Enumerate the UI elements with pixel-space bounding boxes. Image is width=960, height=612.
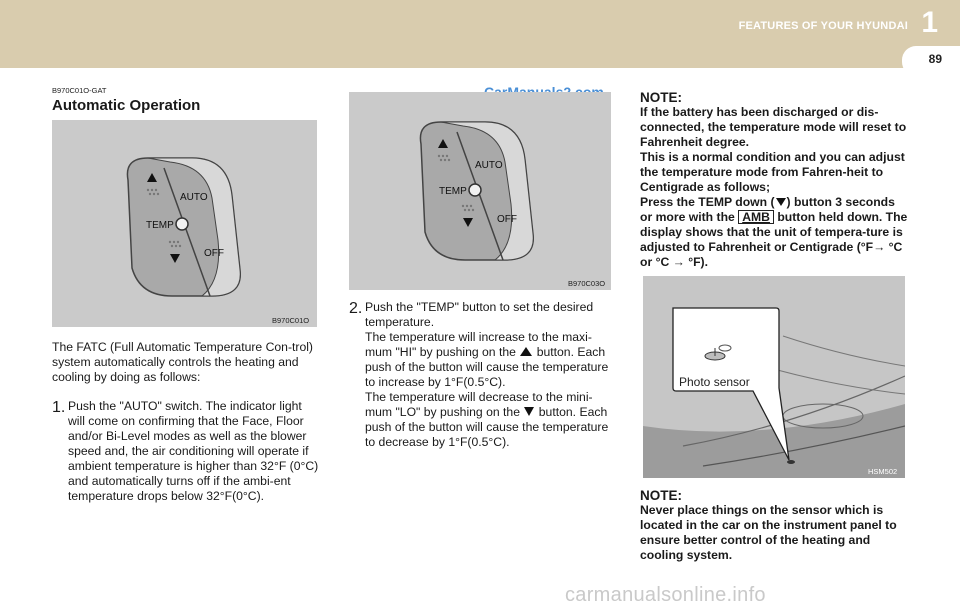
list-text-b2: button. Each push of the button will cause the temperature to increase by 1°F(0.5°C). [365, 345, 609, 389]
list-text-c2: button. Each push of the button will cause the temperature to decrease by 1°F(0.5°C). [365, 405, 609, 449]
left-text [52, 340, 320, 504]
fig-label-temp: TEMP [439, 186, 467, 197]
note-text-c1: Press the TEMP down ( [640, 195, 775, 209]
photo-sensor-label: Photo sensor [679, 375, 750, 389]
figure-code: B970C01O [272, 316, 310, 325]
figure-b970c03o [349, 92, 611, 290]
right-note-2 [640, 488, 908, 563]
note-title: NOTE: [640, 488, 682, 503]
left-column [52, 86, 320, 114]
fig-label-temp: TEMP [146, 220, 174, 231]
list-text-a: Push the "TEMP" button to set the desired temperature. [365, 300, 594, 329]
watermark-bottom[interactable]: carmanualsonline.info [565, 584, 766, 606]
note-title: NOTE: [640, 90, 682, 105]
note-body-c [640, 195, 908, 270]
intro-paragraph: The FATC (Full Automatic Temperature Con-trol) system automatically controls the heating and cooling by doing as follows: [52, 340, 313, 384]
header-title: FEATURES OF YOUR HYUNDAI [738, 20, 908, 32]
down-arrow-icon [775, 197, 787, 207]
temp-switch-illustration [349, 92, 611, 290]
amb-button-label: AMB [738, 210, 774, 224]
page-header [0, 0, 960, 68]
list-item-1 [52, 399, 320, 504]
page-number: 89 [928, 52, 942, 66]
list-number: 1. [52, 399, 66, 416]
note-body: Never place things on the sensor which is located in the car on the instrument panel to ensure better control of the heating and cooling system. [640, 503, 897, 562]
fig-label-off: OFF [497, 214, 517, 225]
up-arrow-icon [519, 346, 533, 357]
figure-b970c01o [52, 120, 317, 327]
right-note-1 [640, 90, 908, 270]
note-body-a: If the battery has been discharged or dis-connected, the temperature mode will reset to Fahrenheit degree. [640, 105, 907, 149]
list-text-c1: The temperature will decrease to the mini-mum "LO" by pushing on the [365, 390, 593, 419]
note-text-c3: button held down. The display shows that the unit of tempera-ture is adjusted to Fahrenheit or Centigrade (°F→ °C or °C → °F). [640, 210, 908, 269]
section-code: B970C01O-GAT [52, 86, 107, 95]
fig-label-auto: AUTO [180, 192, 208, 203]
figure-code: B970C03O [568, 279, 606, 288]
fig-label-auto: AUTO [475, 160, 503, 171]
list-text: Push the "AUTO" switch. The indicator light will come on confirming that the Face, Floor and/or Bi-Level modes as well as the blower speed and, the air conditioning will operate if ambient temperature is higher than 32°F (0°C) and automatically turns off if the ambi-ent temperature drops below 32°F(0°C). [68, 399, 319, 503]
down-arrow-icon [523, 406, 535, 417]
note-body-b: This is a normal condition and you can adjust the temperature mode from Fahren-heit to Centigrade as follows; [640, 150, 905, 194]
figure-code: HSM502 [868, 467, 898, 476]
list-text-b1: The temperature will increase to the maxi-mum "HI" by pushing on the [365, 330, 592, 359]
temp-switch-illustration [52, 120, 317, 327]
list-item-2 [349, 300, 613, 450]
chapter-number: 1 [921, 6, 938, 39]
list-number: 2. [349, 300, 363, 317]
fig-label-off: OFF [204, 248, 224, 259]
middle-text [349, 300, 613, 450]
section-title: Automatic Operation [52, 97, 201, 114]
note-text-c2: ) button 3 seconds or more with the [640, 195, 895, 224]
